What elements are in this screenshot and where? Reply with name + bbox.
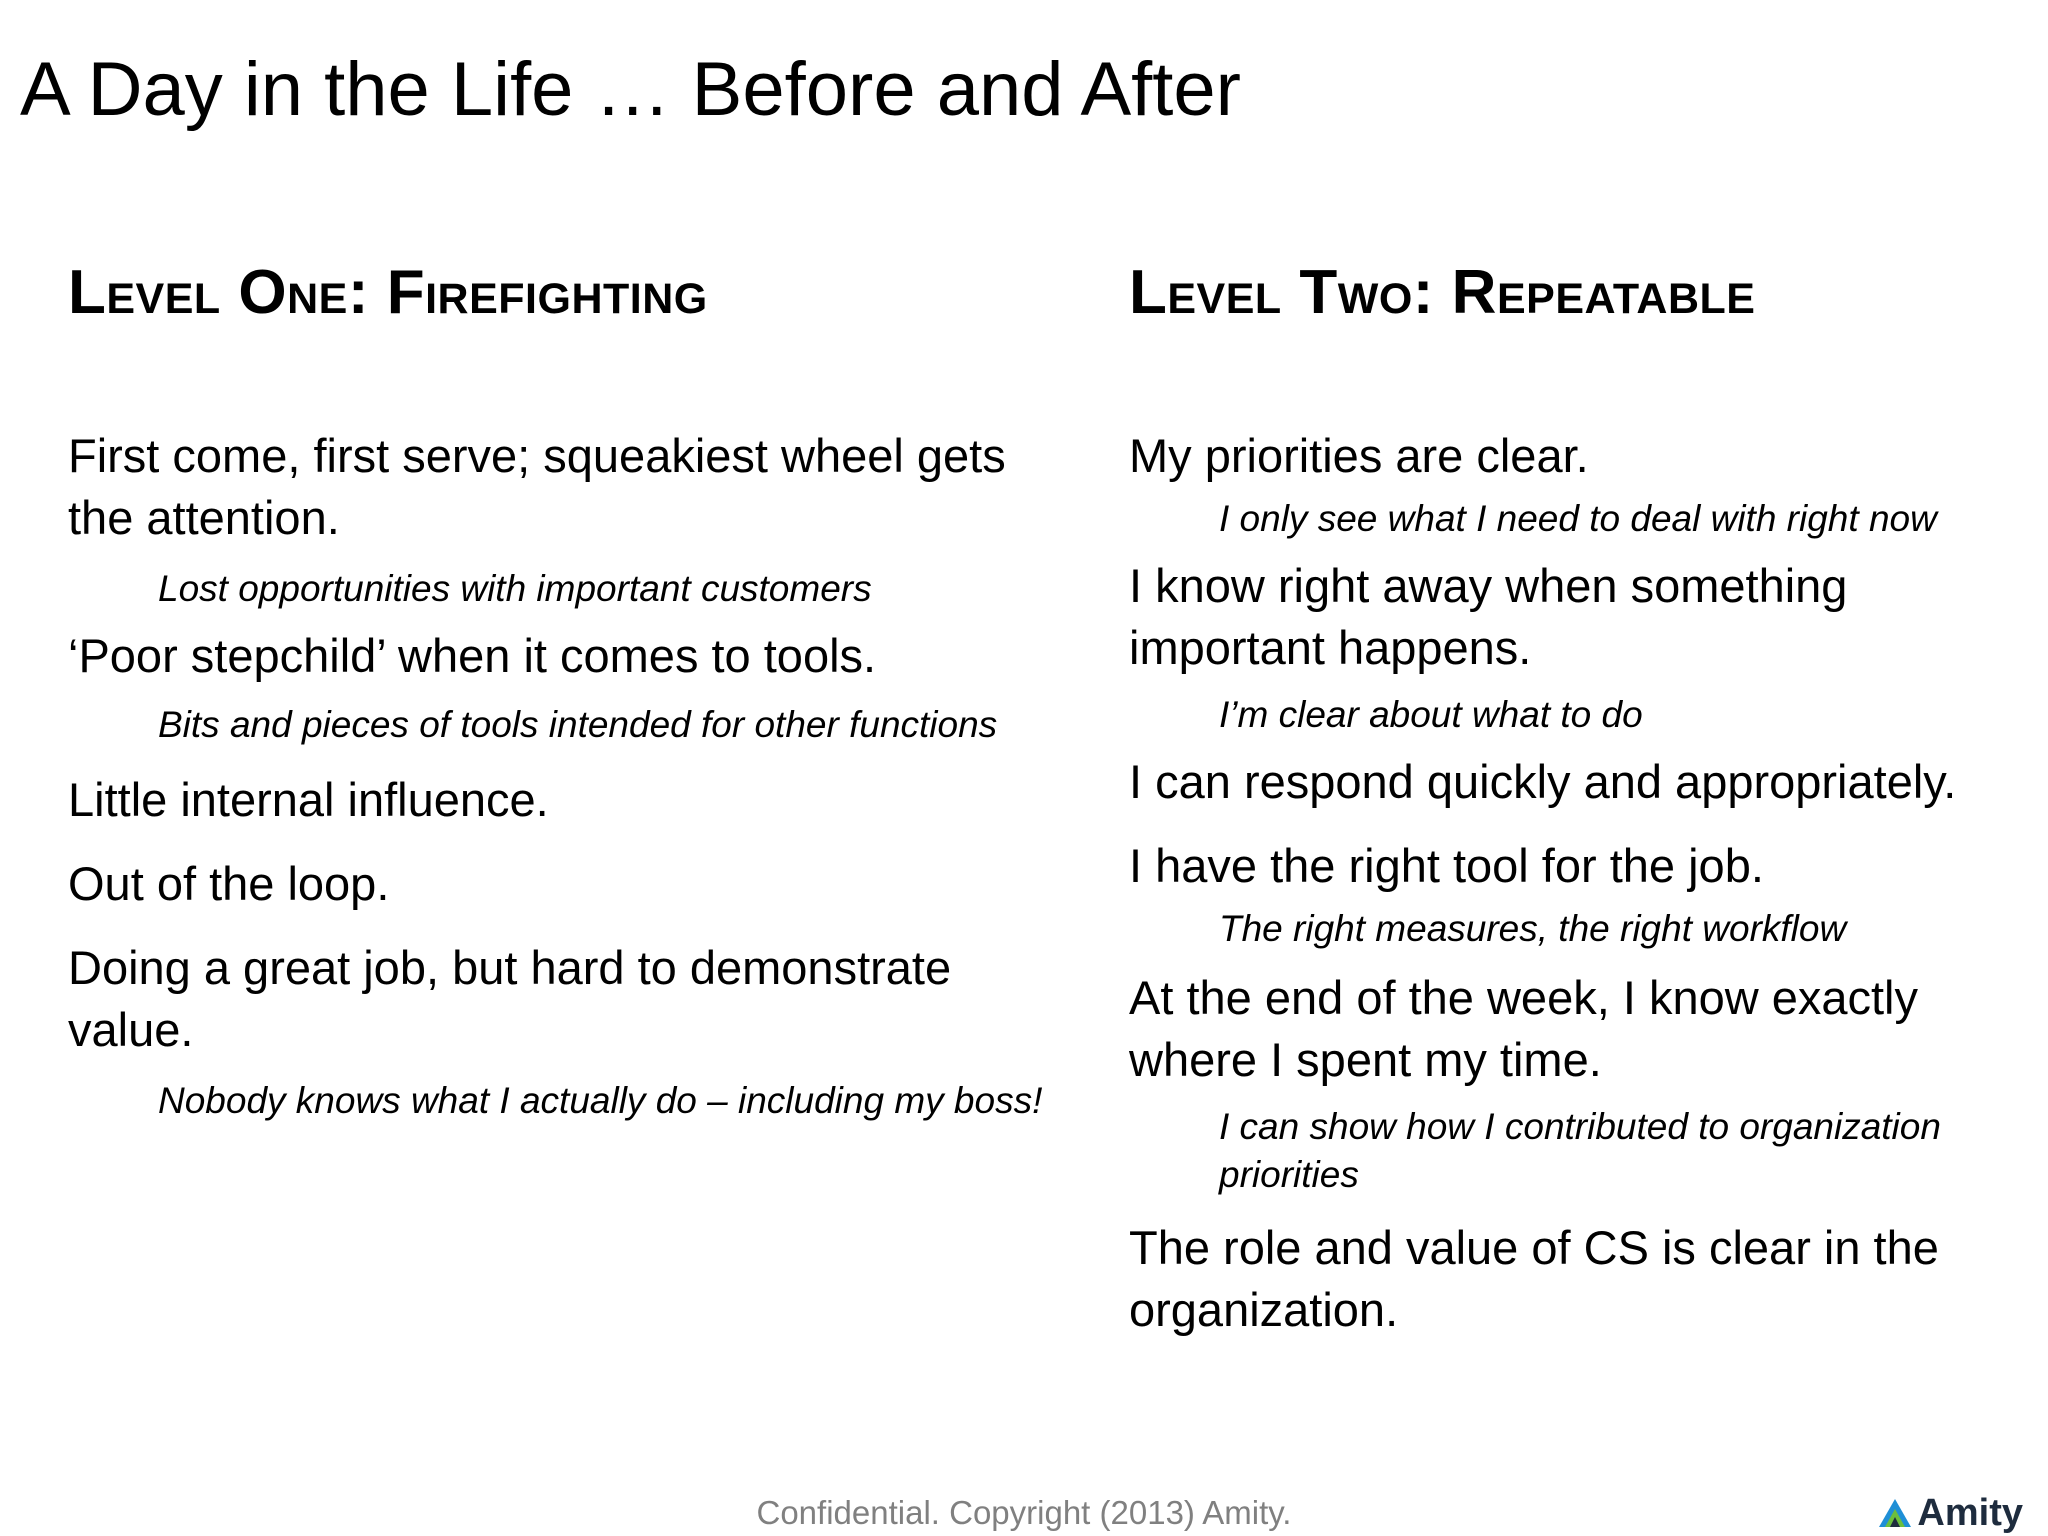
footer-copyright: Confidential. Copyright (2013) Amity.	[756, 1494, 1292, 1531]
list-item: I know right away when something important happens.	[1129, 559, 1848, 674]
list-item: Doing a great job, but hard to demonstrate value.	[68, 941, 952, 1056]
list-item: Out of the loop.	[68, 857, 390, 910]
amity-logo-text: Amity	[1917, 1492, 2023, 1534]
level-one-heading: Level One: Firefighting	[68, 258, 708, 327]
list-item: My priorities are clear.	[1129, 429, 1589, 482]
level-two-heading: Level Two: Repeatable	[1129, 258, 1756, 327]
slide-title: A Day in the Life … Before and After	[20, 47, 1241, 132]
list-subitem: I can show how I contributed to organization priorities	[1219, 1106, 1941, 1195]
list-item: First come, first serve; squeakiest wheel gets the attention.	[68, 429, 1006, 544]
list-subitem: I only see what I need to deal with right now	[1219, 498, 1937, 539]
level-one-column	[68, 258, 1058, 1125]
level-two-column	[1129, 258, 2034, 1341]
list-item: The role and value of CS is clear in the organization.	[1129, 1221, 1939, 1336]
level-one-list	[68, 425, 1058, 1125]
list-item: ‘Poor stepchild’ when it comes to tools.	[68, 629, 877, 682]
list-subitem: Lost opportunities with important customers	[158, 568, 872, 609]
list-subitem: The right measures, the right workflow	[1219, 908, 1847, 949]
list-item: I have the right tool for the job.	[1129, 839, 1764, 892]
amity-logo	[1877, 1494, 2023, 1532]
list-subitem: Nobody knows what I actually do – including my boss!	[158, 1080, 1043, 1121]
list-item: Little internal influence.	[68, 773, 549, 826]
amity-logo-icon	[1877, 1497, 1913, 1529]
list-subitem: I’m clear about what to do	[1219, 694, 1643, 735]
list-item: At the end of the week, I know exactly where I spent my time.	[1129, 971, 1918, 1086]
list-item: I can respond quickly and appropriately.	[1129, 755, 1957, 808]
level-two-list	[1129, 425, 2034, 1341]
list-subitem: Bits and pieces of tools intended for other functions	[158, 704, 998, 745]
